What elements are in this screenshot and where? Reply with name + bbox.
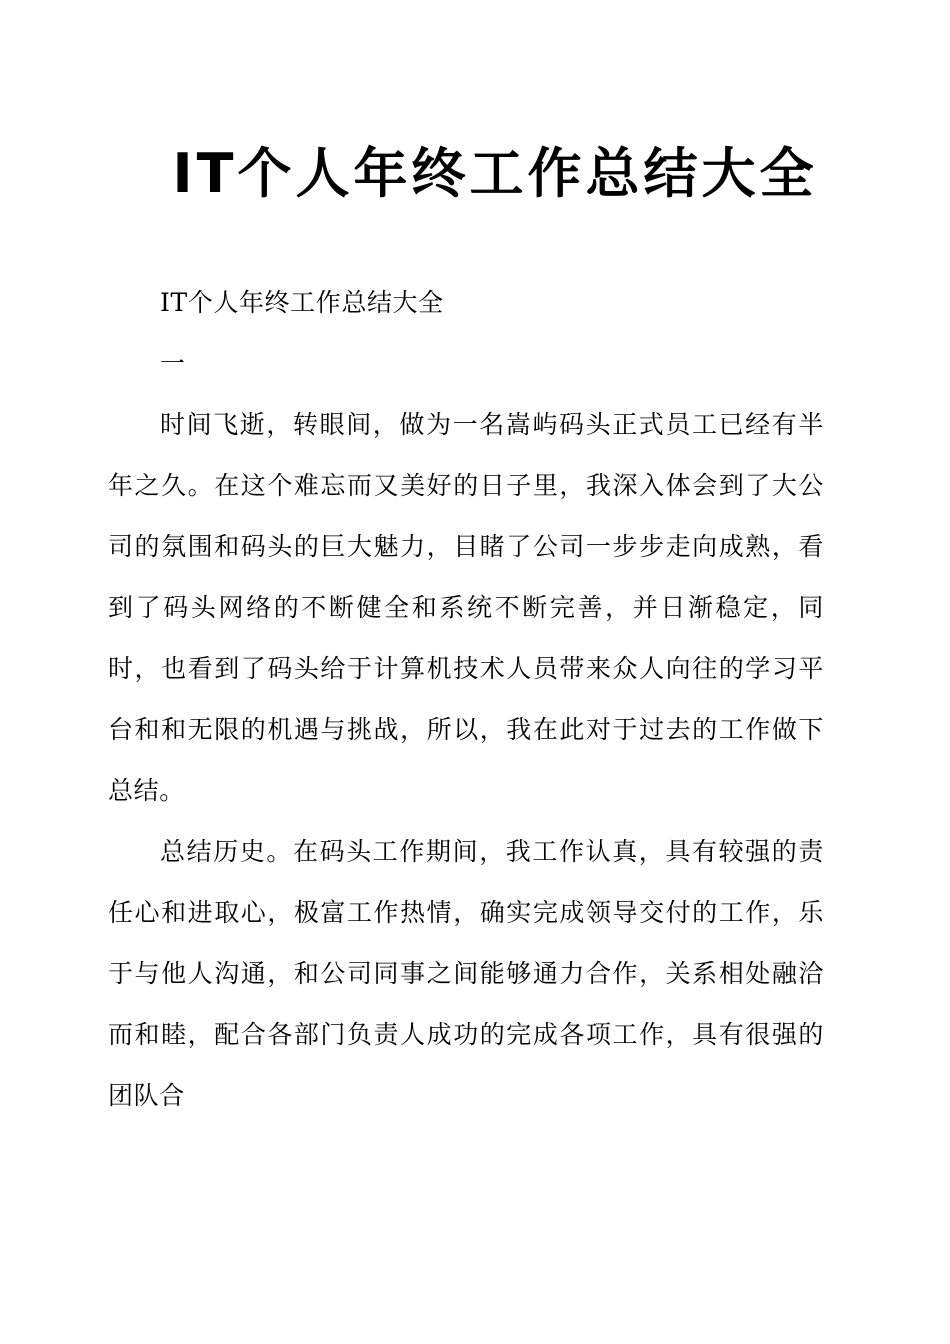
summary-paragraph: 总结历史。在码头工作期间，我工作认真，具有较强的责任心和进取心，极富工作热情，确实完成领导交付的工作，乐于与他人沟通，和公司同事之间能够通力合作，关系相处融洽而和睦，配合各部门负责人成功的完成各项工作，具有很强的团队合 — [108, 837, 824, 1110]
document-body — [108, 272, 824, 1126]
section-number-paragraph: 一 — [160, 349, 186, 378]
subtitle-paragraph: IT个人年终工作总结大全 — [160, 288, 444, 317]
document-title: IT个人年终工作总结大全 — [172, 142, 818, 205]
intro-paragraph: 时间飞逝，转眼间，做为一名嵩屿码头正式员工已经有半年之久。在这个难忘而又美好的日子里，我深入体会到了大公司的氛围和码头的巨大魅力，目睹了公司一步步走向成熟，看到了码头网络的不断健全和系统不断完善，并日渐稳定，同时，也看到了码头给于计算机技术人员带来众人向往的学习平台和和无限的机遇与挑战，所以，我在此对于过去的工作做下总结。 — [108, 410, 824, 805]
